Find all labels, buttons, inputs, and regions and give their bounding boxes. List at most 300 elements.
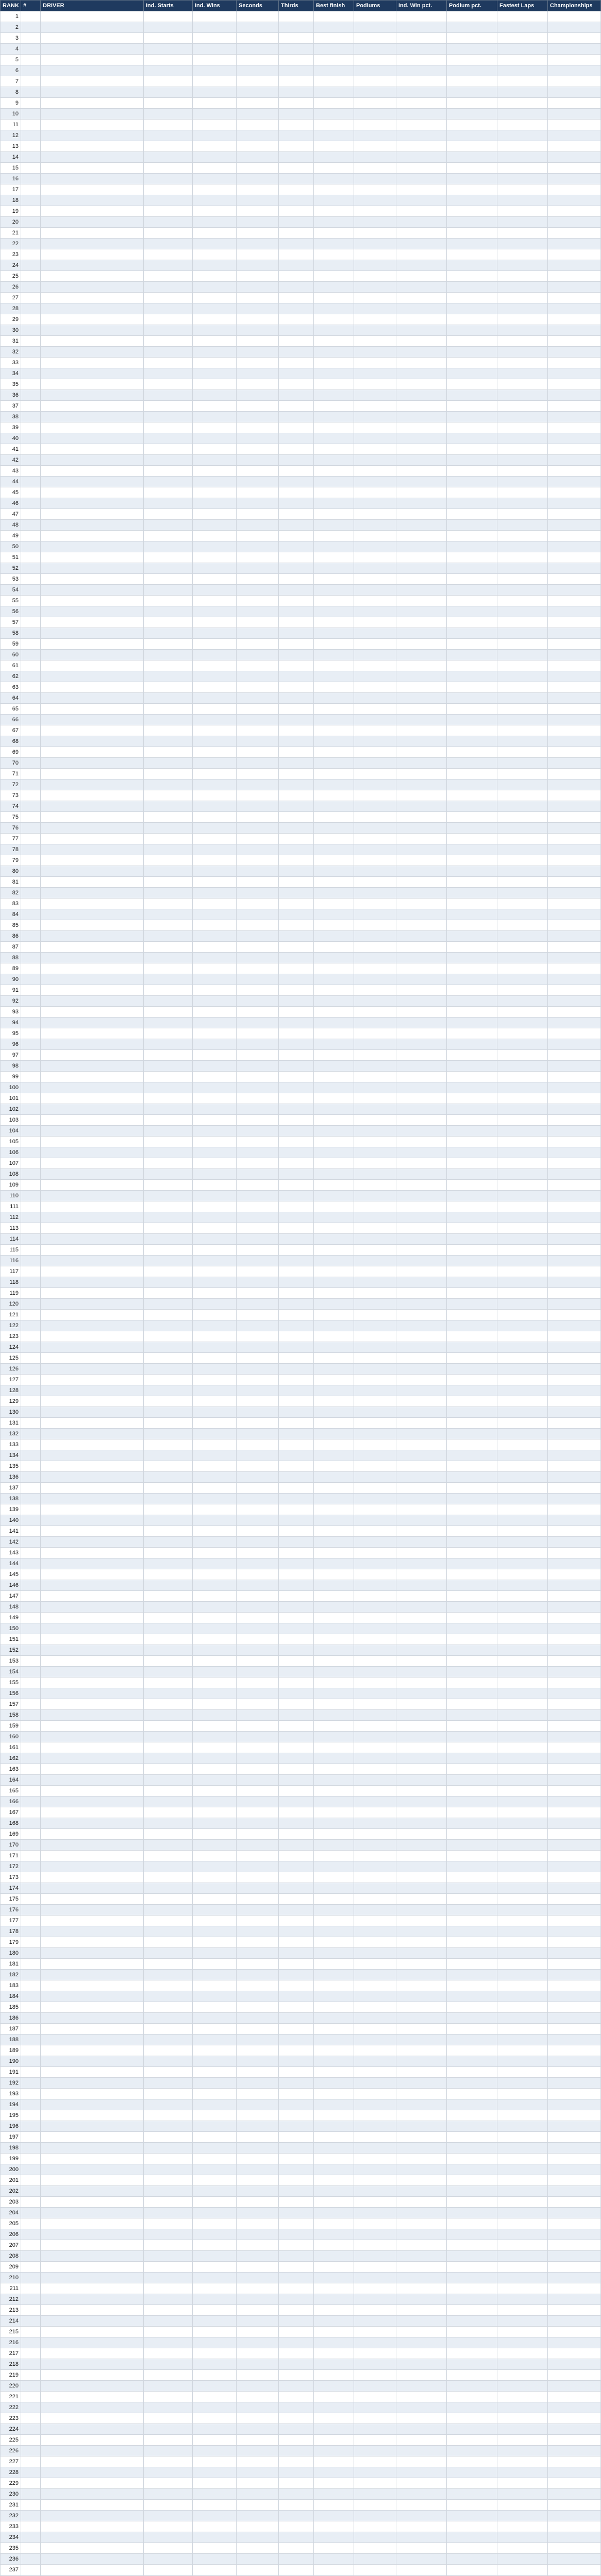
table-row[interactable] [1, 2511, 601, 2521]
table-row[interactable] [1, 1558, 601, 1569]
cell-podium-pct [447, 1959, 497, 1970]
table-row[interactable] [1, 1872, 601, 1883]
table-row[interactable] [1, 801, 601, 812]
table-row[interactable] [1, 33, 601, 44]
header-podiums[interactable]: Podiums [354, 1, 396, 11]
table-row[interactable] [1, 1840, 601, 1851]
table-row[interactable] [1, 1018, 601, 1028]
table-row[interactable] [1, 2186, 601, 2197]
table-row[interactable] [1, 1245, 601, 1256]
table-row[interactable] [1, 120, 601, 130]
table-row[interactable] [1, 1753, 601, 1764]
table-row[interactable] [1, 1147, 601, 1158]
table-row[interactable] [1, 98, 601, 109]
cell-rank: 75 [1, 812, 21, 823]
table-row[interactable] [1, 585, 601, 596]
table-row[interactable] [1, 1396, 601, 1407]
table-row[interactable] [1, 682, 601, 693]
table-row[interactable] [1, 466, 601, 477]
table-row[interactable] [1, 228, 601, 239]
table-row[interactable] [1, 974, 601, 985]
cell-car-number [21, 314, 41, 325]
table-row[interactable] [1, 1439, 601, 1450]
table-row[interactable] [1, 747, 601, 758]
table-row[interactable] [1, 1926, 601, 1937]
table-row[interactable] [1, 2456, 601, 2467]
table-row[interactable] [1, 1028, 601, 1039]
table-row[interactable] [1, 2294, 601, 2305]
table-row[interactable] [1, 2521, 601, 2532]
table-row[interactable] [1, 628, 601, 639]
table-row[interactable] [1, 823, 601, 834]
cell-seconds [237, 55, 279, 65]
table-row[interactable] [1, 1591, 601, 1602]
table-row[interactable] [1, 1677, 601, 1688]
cell-ind-starts [144, 2013, 193, 2024]
header-ind-starts[interactable]: Ind. Starts [144, 1, 193, 11]
table-row[interactable] [1, 422, 601, 433]
table-row[interactable] [1, 1504, 601, 1515]
table-row[interactable] [1, 844, 601, 855]
table-row[interactable] [1, 76, 601, 87]
table-row[interactable] [1, 65, 601, 76]
table-row[interactable] [1, 758, 601, 769]
table-row[interactable] [1, 1450, 601, 1461]
table-row[interactable] [1, 812, 601, 823]
table-row[interactable] [1, 877, 601, 888]
table-row[interactable] [1, 2305, 601, 2316]
table-row[interactable] [1, 2359, 601, 2370]
cell-ind-win-pct [396, 1764, 447, 1775]
cell-car-number [21, 1667, 41, 1677]
table-row[interactable] [1, 2316, 601, 2327]
table-row[interactable] [1, 1429, 601, 1439]
cell-ind-wins [193, 1905, 237, 1916]
cell-car-number [21, 1861, 41, 1872]
table-row[interactable] [1, 639, 601, 650]
table-row[interactable] [1, 1158, 601, 1169]
table-row[interactable] [1, 1818, 601, 1829]
table-row[interactable] [1, 1645, 601, 1656]
table-row[interactable] [1, 1418, 601, 1429]
table-row[interactable] [1, 2543, 601, 2554]
table-row[interactable] [1, 2035, 601, 2045]
table-row[interactable] [1, 195, 601, 206]
table-row[interactable] [1, 1569, 601, 1580]
table-row[interactable] [1, 541, 601, 552]
cell-fastest-laps [497, 1861, 548, 1872]
table-row[interactable] [1, 477, 601, 487]
cell-ind-wins [193, 2489, 237, 2500]
table-row[interactable] [1, 1526, 601, 1537]
table-row[interactable] [1, 1797, 601, 1807]
cell-ind-starts [144, 44, 193, 55]
table-row[interactable] [1, 1461, 601, 1472]
table-row[interactable] [1, 1710, 601, 1721]
cell-podiums [354, 2294, 396, 2305]
table-row[interactable] [1, 1266, 601, 1277]
cell-ind-win-pct [396, 855, 447, 866]
table-row[interactable] [1, 2240, 601, 2251]
table-row[interactable] [1, 779, 601, 790]
header-rank[interactable]: RANK [1, 1, 21, 11]
table-row[interactable] [1, 1223, 601, 1234]
table-row[interactable] [1, 1137, 601, 1147]
cell-ind-starts [144, 650, 193, 660]
table-row[interactable] [1, 1288, 601, 1299]
cell-championships [548, 1310, 601, 1320]
table-row[interactable] [1, 2121, 601, 2132]
table-row[interactable] [1, 1851, 601, 1861]
cell-car-number [21, 563, 41, 574]
table-row[interactable] [1, 769, 601, 779]
table-row[interactable] [1, 2402, 601, 2413]
table-row[interactable] [1, 1580, 601, 1591]
table-row[interactable] [1, 55, 601, 65]
table-row[interactable] [1, 1634, 601, 1645]
table-row[interactable] [1, 855, 601, 866]
table-row[interactable] [1, 2013, 601, 2024]
cell-best-finish [314, 2121, 354, 2132]
table-row[interactable] [1, 563, 601, 574]
table-row[interactable] [1, 325, 601, 336]
table-row[interactable] [1, 379, 601, 390]
cell-seconds [237, 1548, 279, 1558]
table-row[interactable] [1, 2024, 601, 2035]
table-row[interactable] [1, 2532, 601, 2543]
cell-podiums [354, 1991, 396, 2002]
header-seconds[interactable]: Seconds [237, 1, 279, 11]
table-row[interactable] [1, 1082, 601, 1093]
table-row[interactable] [1, 2143, 601, 2154]
table-row[interactable] [1, 1732, 601, 1742]
cell-seconds [237, 1093, 279, 1104]
table-row[interactable] [1, 184, 601, 195]
table-row[interactable] [1, 217, 601, 228]
table-row[interactable] [1, 1212, 601, 1223]
table-row[interactable] [1, 2229, 601, 2240]
table-row[interactable] [1, 1407, 601, 1418]
table-row[interactable] [1, 11, 601, 22]
cell-driver [41, 1137, 144, 1147]
table-row[interactable] [1, 1256, 601, 1266]
table-row[interactable] [1, 314, 601, 325]
table-row[interactable] [1, 163, 601, 174]
cell-driver [41, 368, 144, 379]
table-row[interactable] [1, 2045, 601, 2056]
cell-seconds [237, 2240, 279, 2251]
table-row[interactable] [1, 1937, 601, 1948]
table-row[interactable] [1, 2273, 601, 2283]
table-row[interactable] [1, 1970, 601, 1980]
table-row[interactable] [1, 834, 601, 844]
table-row[interactable] [1, 1656, 601, 1667]
table-row[interactable] [1, 1699, 601, 1710]
table-row[interactable] [1, 1050, 601, 1061]
table-row[interactable] [1, 606, 601, 617]
table-row[interactable] [1, 963, 601, 974]
table-row[interactable] [1, 1299, 601, 1310]
table-row[interactable] [1, 1786, 601, 1797]
table-row[interactable] [1, 509, 601, 520]
table-row[interactable] [1, 1948, 601, 1959]
cell-podium-pct [447, 1039, 497, 1050]
cell-driver [41, 152, 144, 163]
table-row[interactable] [1, 1688, 601, 1699]
table-row[interactable] [1, 2089, 601, 2099]
table-row[interactable] [1, 660, 601, 671]
table-row[interactable] [1, 2500, 601, 2511]
table-row[interactable] [1, 2067, 601, 2078]
table-row[interactable] [1, 1829, 601, 1840]
table-row[interactable] [1, 1007, 601, 1018]
table-row[interactable] [1, 293, 601, 303]
table-row[interactable] [1, 2002, 601, 2013]
table-row[interactable] [1, 1894, 601, 1905]
table-row[interactable] [1, 2175, 601, 2186]
table-row[interactable] [1, 249, 601, 260]
table-row[interactable] [1, 866, 601, 877]
table-row[interactable] [1, 87, 601, 98]
table-row[interactable] [1, 109, 601, 120]
table-row[interactable] [1, 487, 601, 498]
table-row[interactable] [1, 1991, 601, 2002]
table-row[interactable] [1, 1483, 601, 1494]
table-row[interactable] [1, 303, 601, 314]
table-row[interactable] [1, 2110, 601, 2121]
table-row[interactable] [1, 1883, 601, 1894]
cell-seconds [237, 1375, 279, 1385]
cell-driver [41, 769, 144, 779]
table-row[interactable] [1, 931, 601, 942]
table-row[interactable] [1, 1093, 601, 1104]
table-row[interactable] [1, 2262, 601, 2273]
header-thirds[interactable]: Thirds [279, 1, 314, 11]
table-row[interactable] [1, 1515, 601, 1526]
table-row[interactable] [1, 2435, 601, 2446]
table-row[interactable] [1, 1180, 601, 1191]
header-championships[interactable]: Championships [548, 1, 601, 11]
cell-championships [548, 1266, 601, 1277]
table-row[interactable] [1, 671, 601, 682]
cell-thirds [279, 606, 314, 617]
table-row[interactable] [1, 2283, 601, 2294]
table-row[interactable] [1, 1320, 601, 1331]
table-row[interactable] [1, 2132, 601, 2143]
table-row[interactable] [1, 2478, 601, 2489]
cell-ind-win-pct [396, 2489, 447, 2500]
table-row[interactable] [1, 985, 601, 996]
cell-podiums [354, 2273, 396, 2283]
table-row[interactable] [1, 1104, 601, 1115]
table-row[interactable] [1, 1613, 601, 1623]
table-row[interactable] [1, 942, 601, 953]
table-row[interactable] [1, 1721, 601, 1732]
table-row[interactable] [1, 1375, 601, 1385]
table-row[interactable] [1, 2424, 601, 2435]
table-row[interactable] [1, 736, 601, 747]
table-row[interactable] [1, 2099, 601, 2110]
table-row[interactable] [1, 130, 601, 141]
table-row[interactable] [1, 920, 601, 931]
table-row[interactable] [1, 444, 601, 455]
table-row[interactable] [1, 725, 601, 736]
table-row[interactable] [1, 2056, 601, 2067]
cell-podiums [354, 1385, 396, 1396]
cell-car-number [21, 758, 41, 769]
table-row[interactable] [1, 790, 601, 801]
header-ind-wins[interactable]: Ind. Wins [193, 1, 237, 11]
cell-thirds [279, 1126, 314, 1137]
table-row[interactable] [1, 1905, 601, 1916]
cell-driver [41, 1916, 144, 1926]
table-row[interactable] [1, 1072, 601, 1082]
header-driver[interactable]: DRIVER [41, 1, 144, 11]
table-row[interactable] [1, 239, 601, 249]
table-row[interactable] [1, 358, 601, 368]
header-ind-win-pct[interactable]: Ind. Win pct. [396, 1, 447, 11]
table-row[interactable] [1, 455, 601, 466]
table-row[interactable] [1, 574, 601, 585]
cell-rank: 21 [1, 228, 21, 239]
table-row[interactable] [1, 1807, 601, 1818]
table-row[interactable] [1, 888, 601, 899]
table-row[interactable] [1, 899, 601, 909]
table-row[interactable] [1, 1342, 601, 1353]
table-row[interactable] [1, 715, 601, 725]
table-row[interactable] [1, 1959, 601, 1970]
table-row[interactable] [1, 174, 601, 184]
cell-fastest-laps [497, 1688, 548, 1699]
table-row[interactable] [1, 2489, 601, 2500]
table-row[interactable] [1, 412, 601, 422]
table-row[interactable] [1, 1115, 601, 1126]
cell-driver [41, 1970, 144, 1980]
table-row[interactable] [1, 347, 601, 358]
table-row[interactable] [1, 401, 601, 412]
table-row[interactable] [1, 1061, 601, 1072]
table-row[interactable] [1, 1331, 601, 1342]
header-number[interactable]: # [21, 1, 41, 11]
table-row[interactable] [1, 282, 601, 293]
table-row[interactable] [1, 368, 601, 379]
table-row[interactable] [1, 2392, 601, 2402]
table-row[interactable] [1, 1667, 601, 1677]
table-row[interactable] [1, 2251, 601, 2262]
table-row[interactable] [1, 1191, 601, 1201]
table-row[interactable] [1, 1916, 601, 1926]
table-row[interactable] [1, 996, 601, 1007]
table-row[interactable] [1, 2370, 601, 2381]
table-row[interactable] [1, 1353, 601, 1364]
header-fastest-laps[interactable]: Fastest Laps [497, 1, 548, 11]
table-row[interactable] [1, 1169, 601, 1180]
table-row[interactable] [1, 1602, 601, 1613]
table-row[interactable] [1, 2467, 601, 2478]
header-best-finish[interactable]: Best finish [314, 1, 354, 11]
table-row[interactable] [1, 141, 601, 152]
table-row[interactable] [1, 1039, 601, 1050]
table-row[interactable] [1, 2565, 601, 2575]
table-row[interactable] [1, 1980, 601, 1991]
table-row[interactable] [1, 1861, 601, 1872]
table-row[interactable] [1, 2327, 601, 2337]
table-row[interactable] [1, 206, 601, 217]
cell-podium-pct [447, 2435, 497, 2446]
table-row[interactable] [1, 1742, 601, 1753]
table-row[interactable] [1, 2554, 601, 2565]
cell-rank: 20 [1, 217, 21, 228]
table-row[interactable] [1, 1201, 601, 1212]
table-row[interactable] [1, 2381, 601, 2392]
table-row[interactable] [1, 1126, 601, 1137]
cell-seconds [237, 1364, 279, 1375]
table-row[interactable] [1, 498, 601, 509]
table-row[interactable] [1, 2197, 601, 2208]
table-row[interactable] [1, 1385, 601, 1396]
cell-seconds [237, 1872, 279, 1883]
table-row[interactable] [1, 909, 601, 920]
table-row[interactable] [1, 650, 601, 660]
cell-podium-pct [447, 2413, 497, 2424]
table-row[interactable] [1, 44, 601, 55]
cell-best-finish [314, 2154, 354, 2164]
table-row[interactable] [1, 2208, 601, 2218]
table-row[interactable] [1, 2413, 601, 2424]
table-row[interactable] [1, 1364, 601, 1375]
table-row[interactable] [1, 693, 601, 704]
cell-best-finish [314, 163, 354, 174]
table-row[interactable] [1, 2348, 601, 2359]
table-row[interactable] [1, 1494, 601, 1504]
table-row[interactable] [1, 1764, 601, 1775]
table-row[interactable] [1, 1623, 601, 1634]
table-row[interactable] [1, 390, 601, 401]
table-row[interactable] [1, 2154, 601, 2164]
table-row[interactable] [1, 2218, 601, 2229]
table-row[interactable] [1, 520, 601, 531]
table-row[interactable] [1, 552, 601, 563]
cell-seconds [237, 1656, 279, 1667]
table-row[interactable] [1, 336, 601, 347]
table-row[interactable] [1, 152, 601, 163]
header-podium-pct[interactable]: Podium pct. [447, 1, 497, 11]
table-row[interactable] [1, 2164, 601, 2175]
table-row[interactable] [1, 531, 601, 541]
table-row[interactable] [1, 1277, 601, 1288]
table-row[interactable] [1, 1775, 601, 1786]
table-row[interactable] [1, 1537, 601, 1548]
table-row[interactable] [1, 2337, 601, 2348]
table-row[interactable] [1, 1234, 601, 1245]
table-row[interactable] [1, 704, 601, 715]
cell-podiums [354, 1439, 396, 1450]
cell-best-finish [314, 823, 354, 834]
table-row[interactable] [1, 596, 601, 606]
table-row[interactable] [1, 2078, 601, 2089]
table-row[interactable] [1, 1472, 601, 1483]
table-row[interactable] [1, 271, 601, 282]
table-row[interactable] [1, 617, 601, 628]
table-row[interactable] [1, 260, 601, 271]
table-row[interactable] [1, 1548, 601, 1558]
table-row[interactable] [1, 1310, 601, 1320]
table-row[interactable] [1, 22, 601, 33]
table-row[interactable] [1, 433, 601, 444]
table-row[interactable] [1, 953, 601, 963]
table-row[interactable] [1, 2446, 601, 2456]
cell-seconds [237, 466, 279, 477]
